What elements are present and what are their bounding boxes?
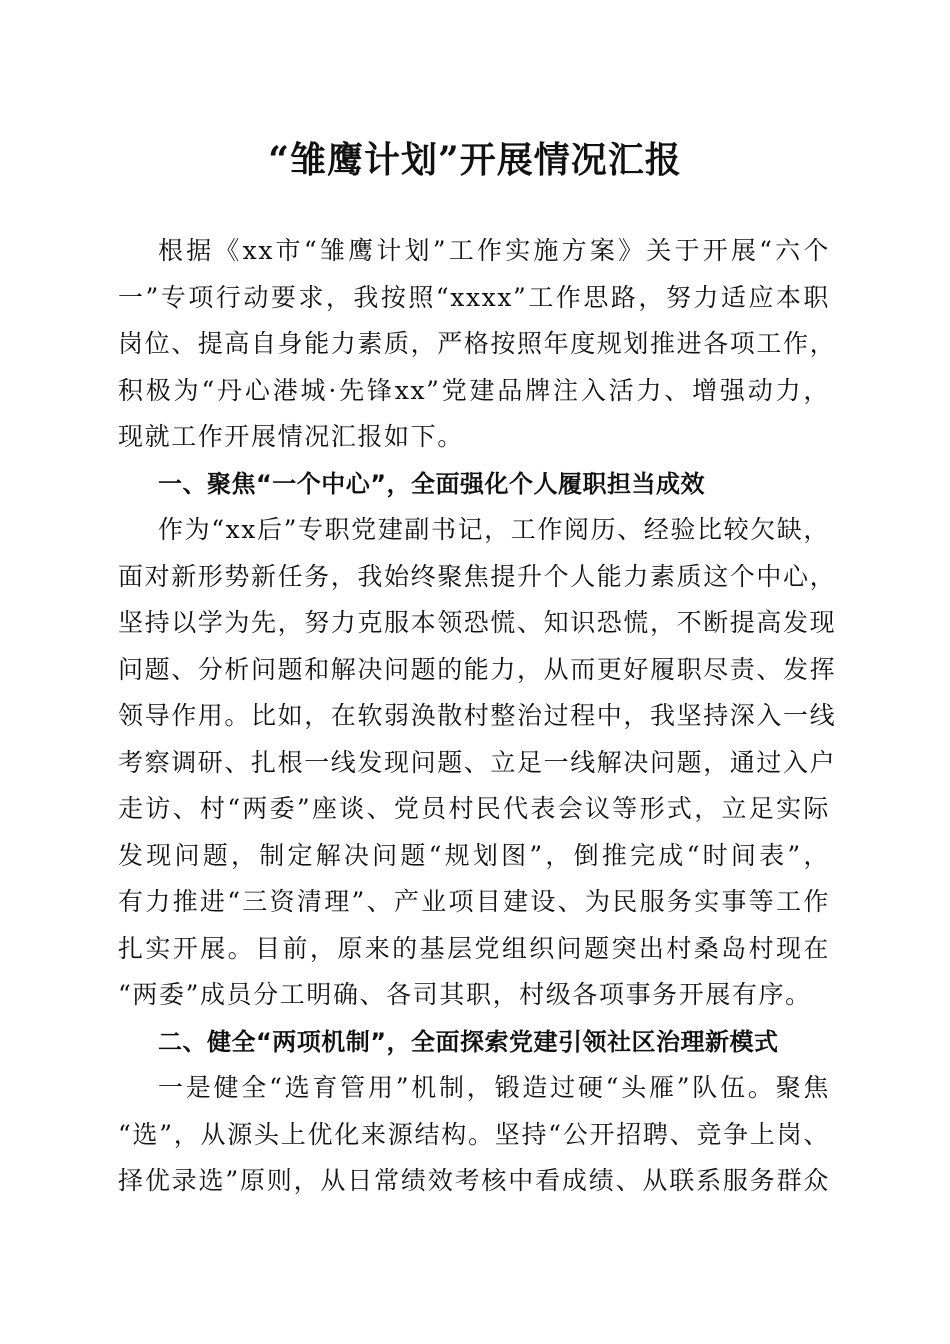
paragraph-line: “两委”成员分工明确、各司其职，村级各项事务开展有序。 (118, 980, 812, 1009)
paragraph-line: 岗位、提高自身能力素质，严格按照年度规划推进各项工作， (118, 329, 837, 358)
paragraph-line: 现就工作开展情况汇报如下。 (118, 422, 464, 451)
section-heading-1: 一、聚焦“一个中心”，全面强化个人履职担当成效 (158, 469, 706, 498)
paragraph-line: 考察调研、扎根一线发现问题、立足一线解决问题，通过入户 (118, 747, 837, 777)
paragraph-line: 坚持以学为先，努力克服本领恐慌、知识恐慌，不断提高发现 (118, 608, 837, 637)
paragraph-line: “选”，从源头上优化来源结构。坚持“公开招聘、竞争上岗、 (118, 1119, 830, 1149)
document-body (118, 228, 837, 1205)
paragraph-line: 根据《xx市“雏鹰计划”工作实施方案》关于开展“六个 (158, 236, 830, 265)
document-title: “雏鹰计划”开展情况汇报 (268, 139, 682, 181)
paragraph-line: 问题、分析问题和解决问题的能力，从而更好履职尽责、发挥 (118, 654, 837, 684)
paragraph-line: 发现问题，制定解决问题“规划图”，倒推完成“时间表”， (118, 840, 830, 870)
paragraph-line: 一”专项行动要求，我按照“xxxx”工作思路，努力适应本职 (118, 282, 830, 312)
section-heading-2: 二、健全“两项机制”，全面探索党建引领社区治理新模式 (158, 1027, 779, 1056)
paragraph-line: 面对新形势新任务，我始终聚焦提升个人能力素质这个中心， (118, 561, 837, 591)
paragraph-line: 走访、村“两委”座谈、党员村民代表会议等形式，立足实际 (118, 794, 830, 823)
paragraph-line: 领导作用。比如，在软弱涣散村整治过程中，我坚持深入一线 (118, 701, 837, 730)
paragraph-line: 扎实开展。目前，原来的基层党组织问题突出村桑岛村现在 (118, 933, 830, 963)
paragraph-line: 作为“xx后”专职党建副书记，工作阅历、经验比较欠缺， (158, 515, 830, 544)
paragraph-line: 有力推进“三资清理”、产业项目建设、为民服务实事等工作 (118, 887, 830, 916)
paragraph-line: 一是健全“选育管用”机制，锻造过硬“头雁”队伍。聚焦 (158, 1073, 830, 1102)
paragraph-line: 择优录选”原则，从日常绩效考核中看成绩、从联系服务群众 (118, 1166, 830, 1195)
paragraph-line: 积极为“丹心港城·先锋xx”党建品牌注入活力、增强动力， (118, 375, 830, 405)
